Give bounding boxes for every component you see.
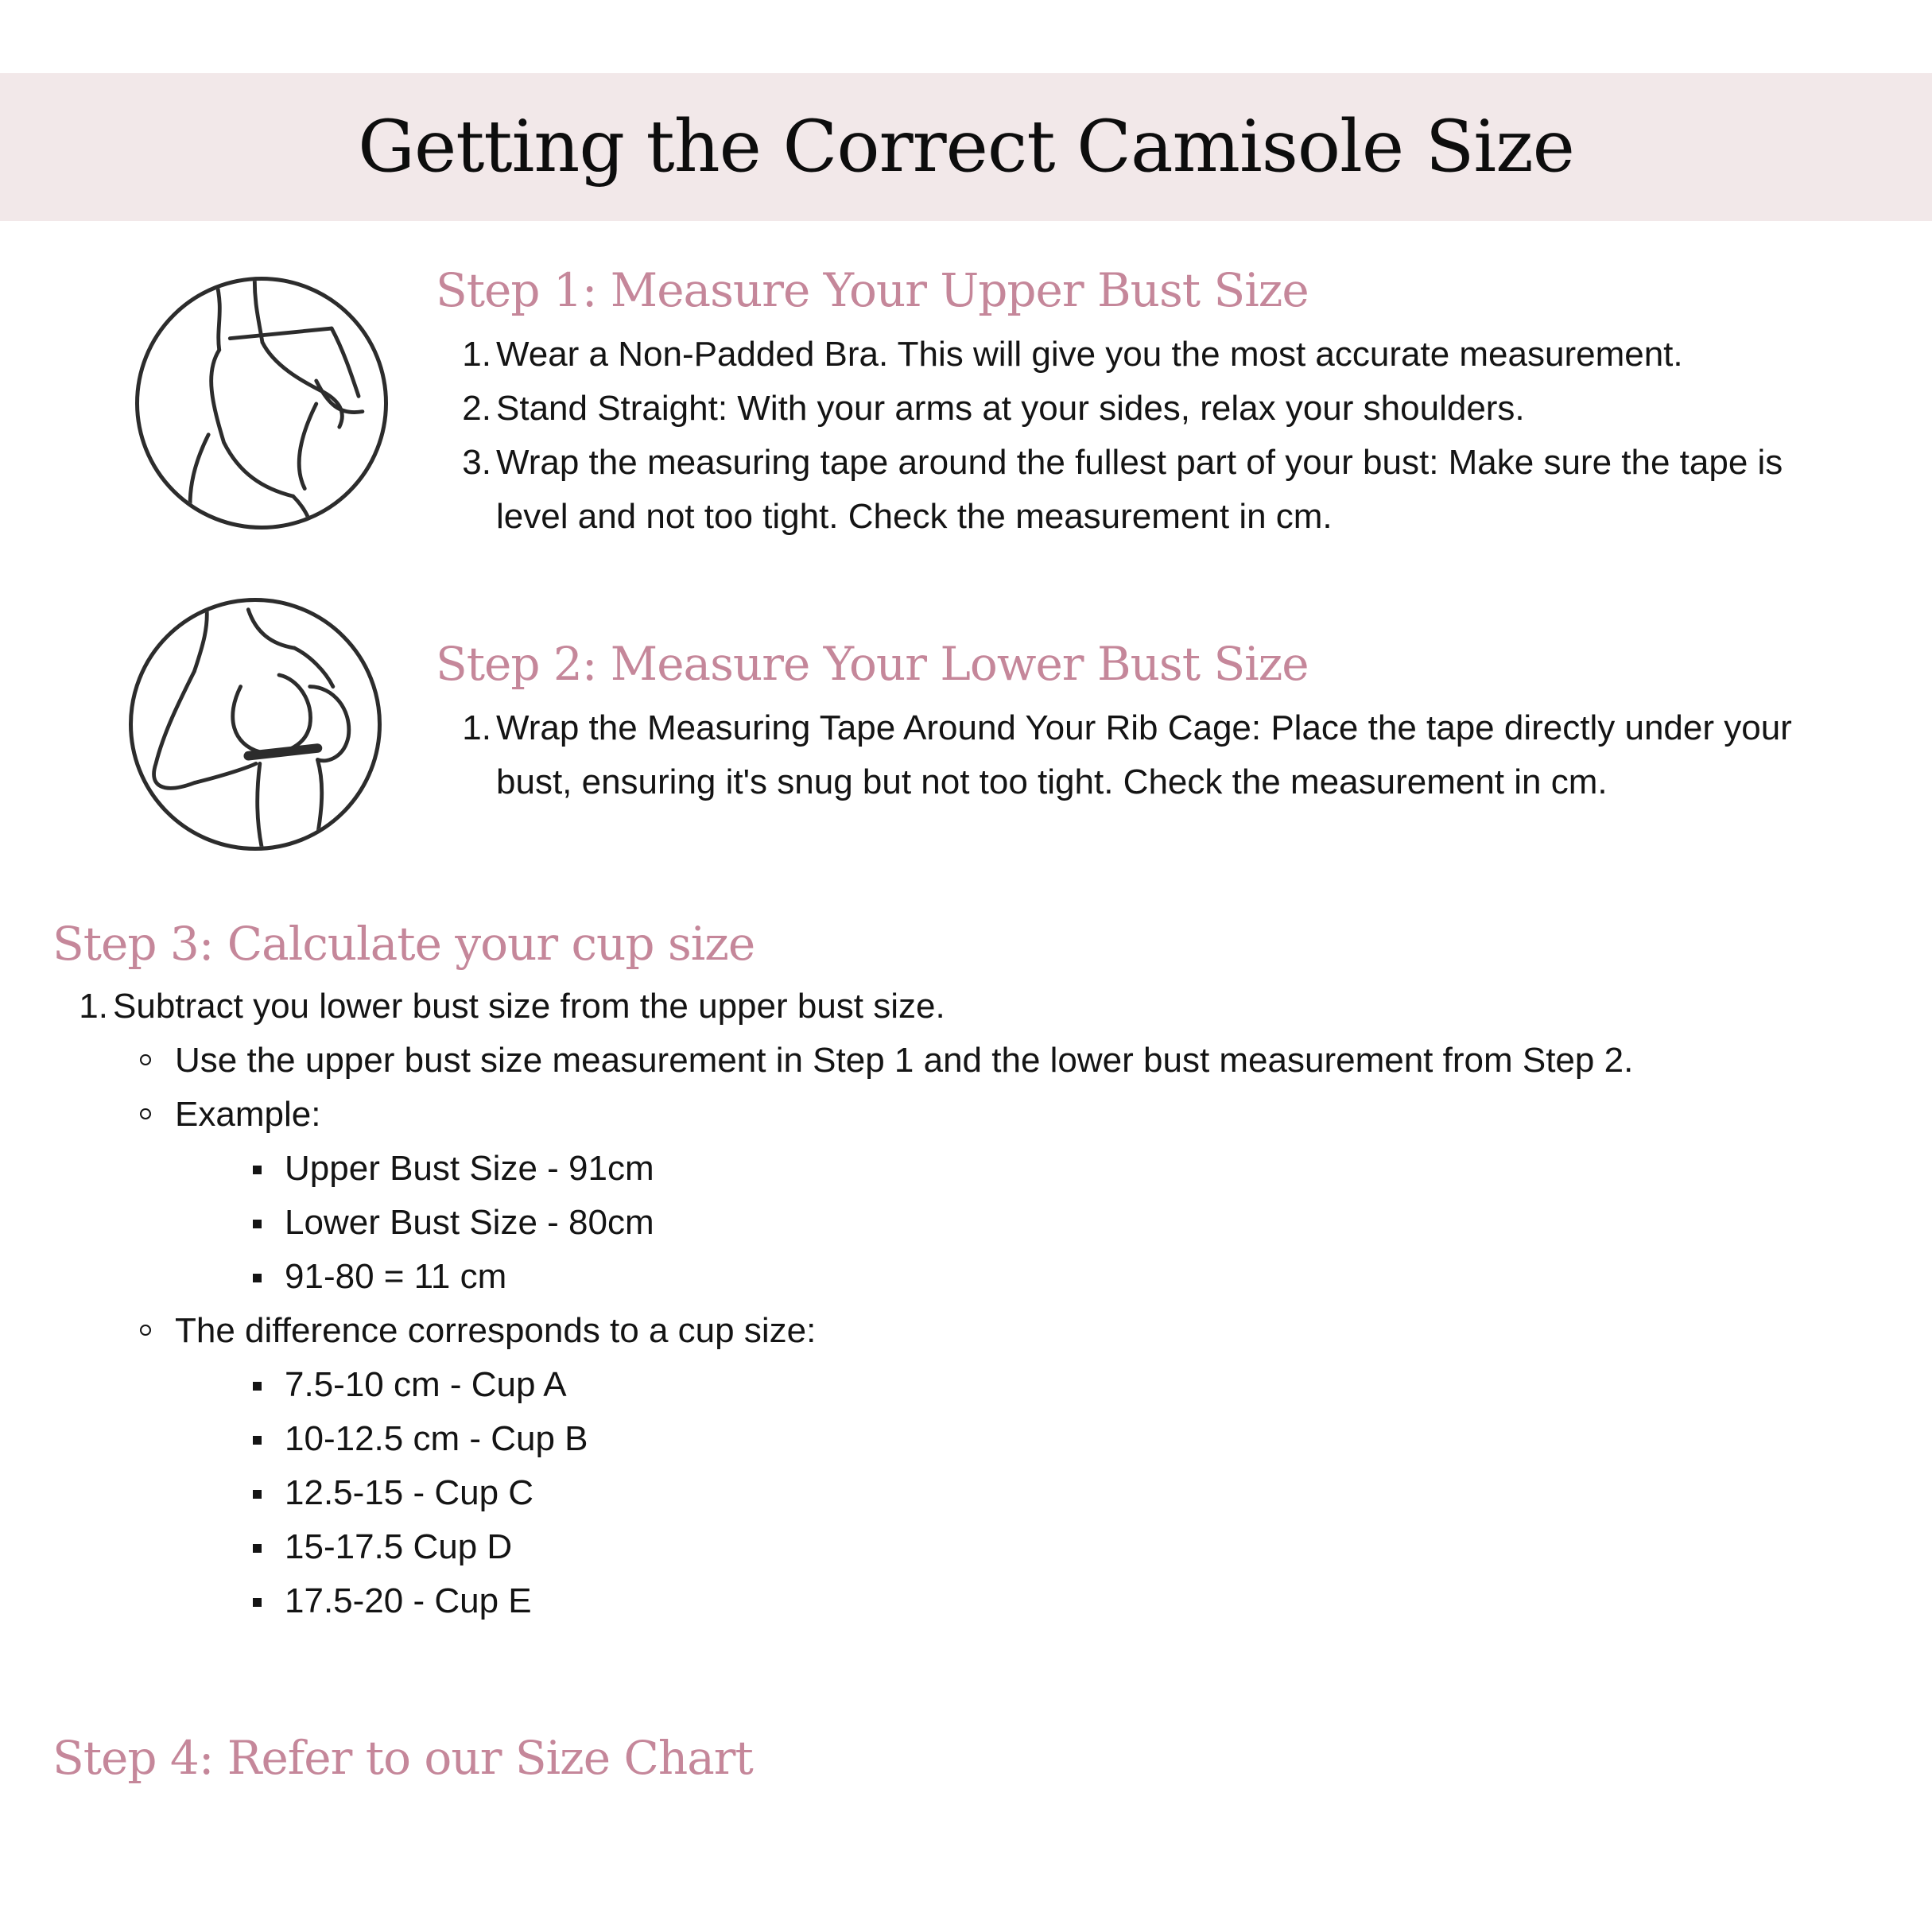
step3-list: [52, 980, 1881, 1628]
sublist-item: [140, 1034, 1849, 1088]
example-bullets: [253, 1142, 1932, 1304]
bullet-text: 7.5-10 cm - Cup A: [285, 1365, 567, 1404]
list-number: 1.: [79, 987, 108, 1026]
square-bullet-icon: [253, 1598, 262, 1607]
square-bullet-icon: [253, 1274, 262, 1282]
page-title: Getting the Correct Camisole Size: [358, 105, 1574, 188]
bullet-item: [253, 1520, 1932, 1574]
step1-list: [436, 328, 1835, 544]
list-number: 1.: [462, 708, 491, 747]
step3-sublist: [140, 1034, 1849, 1628]
square-bullet-icon: [253, 1544, 262, 1553]
square-bullet-icon: [253, 1382, 262, 1391]
list-item: [436, 328, 1835, 382]
square-bullet-icon: [253, 1220, 262, 1228]
square-bullet-icon: [253, 1166, 262, 1174]
square-bullet-icon: [253, 1490, 262, 1499]
list-number: 1.: [462, 335, 491, 374]
bullet-item: [253, 1466, 1932, 1520]
list-item: [52, 980, 1881, 1034]
sublist-item: [140, 1304, 1849, 1358]
list-text: Wrap the measuring tape around the fullest part of your bust: Make sure the tape is level and not too tight. Check the measurement in cm.: [496, 443, 1783, 536]
circle-bullet-icon: [140, 1054, 151, 1065]
list-number: 2.: [462, 389, 491, 428]
sublist-text: The difference corresponds to a cup size:: [175, 1311, 817, 1350]
step2-heading: Step 2: Measure Your Lower Bust Size: [436, 637, 1309, 691]
bullet-text: 17.5-20 - Cup E: [285, 1581, 532, 1620]
bullet-text: Lower Bust Size - 80cm: [285, 1203, 654, 1242]
sublist-text: Example:: [175, 1095, 321, 1134]
bullet-item: [253, 1412, 1932, 1466]
bullet-text: Upper Bust Size - 91cm: [285, 1149, 654, 1188]
lower-bust-illustration-icon: [129, 598, 382, 851]
bullet-text: 91-80 = 11 cm: [285, 1257, 507, 1296]
circle-bullet-icon: [140, 1325, 151, 1336]
list-text: Subtract you lower bust size from the upper bust size.: [113, 987, 945, 1026]
sublist-item: [140, 1088, 1849, 1142]
list-item: [436, 382, 1835, 436]
step3-heading: Step 3: Calculate your cup size: [52, 917, 755, 971]
cup-size-bullets: [253, 1358, 1932, 1628]
step2-list: [436, 701, 1819, 809]
bullet-text: 12.5-15 - Cup C: [285, 1473, 534, 1512]
upper-bust-illustration-icon: [135, 277, 388, 530]
step1-heading: Step 1: Measure Your Upper Bust Size: [436, 263, 1309, 317]
bullet-item: [253, 1250, 1932, 1304]
bullet-item: [253, 1358, 1932, 1412]
list-text: Wear a Non-Padded Bra. This will give you the most accurate measurement.: [496, 335, 1683, 374]
bullet-item: [253, 1574, 1932, 1628]
circle-bullet-icon: [140, 1108, 151, 1119]
square-bullet-icon: [253, 1436, 262, 1445]
bullet-text: 15-17.5 Cup D: [285, 1527, 513, 1566]
list-text: Stand Straight: With your arms at your sides, relax your shoulders.: [496, 389, 1525, 428]
sublist-text: Use the upper bust size measurement in Step 1 and the lower bust measurement from Step 2.: [175, 1041, 1634, 1080]
title-banner: [0, 73, 1932, 221]
list-text: Wrap the Measuring Tape Around Your Rib Cage: Place the tape directly under your bust, ensuring it's snug but not too tight. Check the measurement in cm.: [496, 708, 1792, 801]
bullet-item: [253, 1142, 1932, 1196]
list-item: [436, 701, 1819, 809]
step4-heading: Step 4: Refer to our Size Chart: [52, 1731, 753, 1785]
bullet-text: 10-12.5 cm - Cup B: [285, 1419, 588, 1458]
list-item: [436, 436, 1835, 544]
bullet-item: [253, 1196, 1932, 1250]
list-number: 3.: [462, 443, 491, 482]
